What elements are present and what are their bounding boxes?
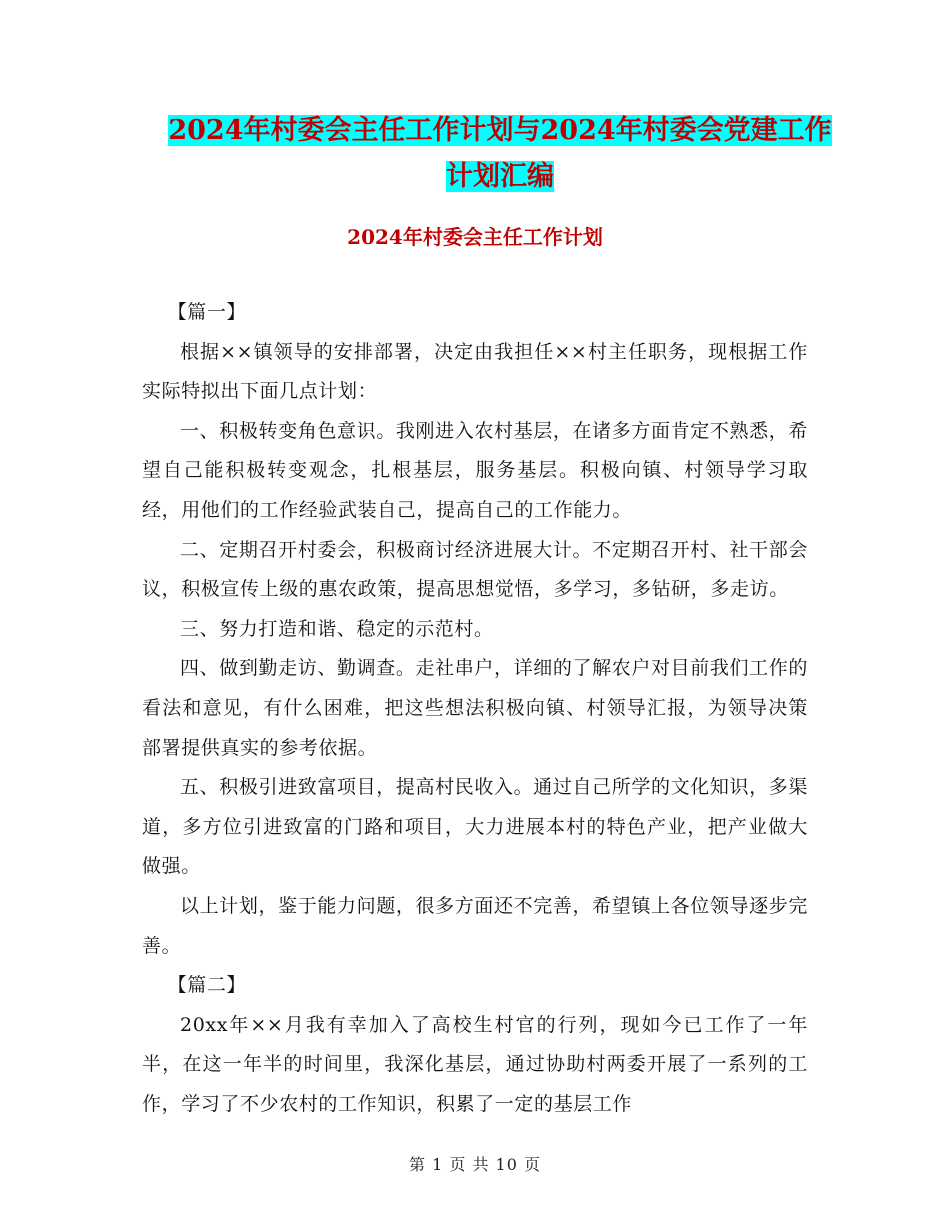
section-marker-1: 【篇一】 [167, 301, 247, 323]
page-footer: 第 1 页 共 10 页 [409, 1155, 541, 1174]
paragraph-closing: 以上计划，鉴于能力问题，很多方面还不完善，希望镇上各位领导逐步完善。 [142, 894, 808, 957]
paragraph-section-2-intro: 20xx年××月我有幸加入了高校生村官的行列，现如今已工作了一年半，在这一年半的时间里，我深化基层，通过协助村两委开展了一系列的工作，学习了不少农村的工作知识，积累了一定的基层工作 [142, 1013, 808, 1115]
document-title [120, 108, 880, 200]
paragraph-item-3: 三、努力打造和谐、稳定的示范村。 [180, 617, 494, 640]
paragraph-item-5: 五、积极引进致富项目，提高村民收入。通过自己所学的文化知识，多渠道，多方位引进致富的门路和项目，大力进展本村的特色产业，把产业做大做强。 [142, 776, 808, 878]
document-title-line-2: 计划汇编 [446, 161, 554, 192]
paragraph-item-4: 四、做到勤走访、勤调查。走社串户，详细的了解农户对目前我们工作的看法和意见，有什么困难，把这些想法积极向镇、村领导汇报，为领导决策部署提供真实的参考依据。 [142, 657, 808, 759]
paragraph-item-1: 一、积极转变角色意识。我刚进入农村基层，在诸多方面肯定不熟悉，希望自己能积极转变观念，扎根基层，服务基层。积极向镇、村领导学习取经，用他们的工作经验武装自己，提高自己的工作能力。 [142, 419, 808, 521]
document-body [142, 293, 808, 1124]
section-marker-2: 【篇二】 [167, 974, 247, 997]
paragraph-intro: 根据××镇领导的安排部署，决定由我担任××村主任职务，现根据工作实际特拟出下面几点计划： [142, 340, 808, 403]
document-title-line-1: 2024年村委会主任工作计划与2024年村委会党建工作 [168, 115, 832, 146]
section-title: 2024年村委会主任工作计划 [347, 225, 603, 249]
paragraph-item-2: 二、定期召开村委会，积极商讨经济进展大计。不定期召开村、社干部会议，积极宣传上级的惠农政策，提高思想觉悟，多学习，多钻研，多走访。 [142, 538, 808, 601]
